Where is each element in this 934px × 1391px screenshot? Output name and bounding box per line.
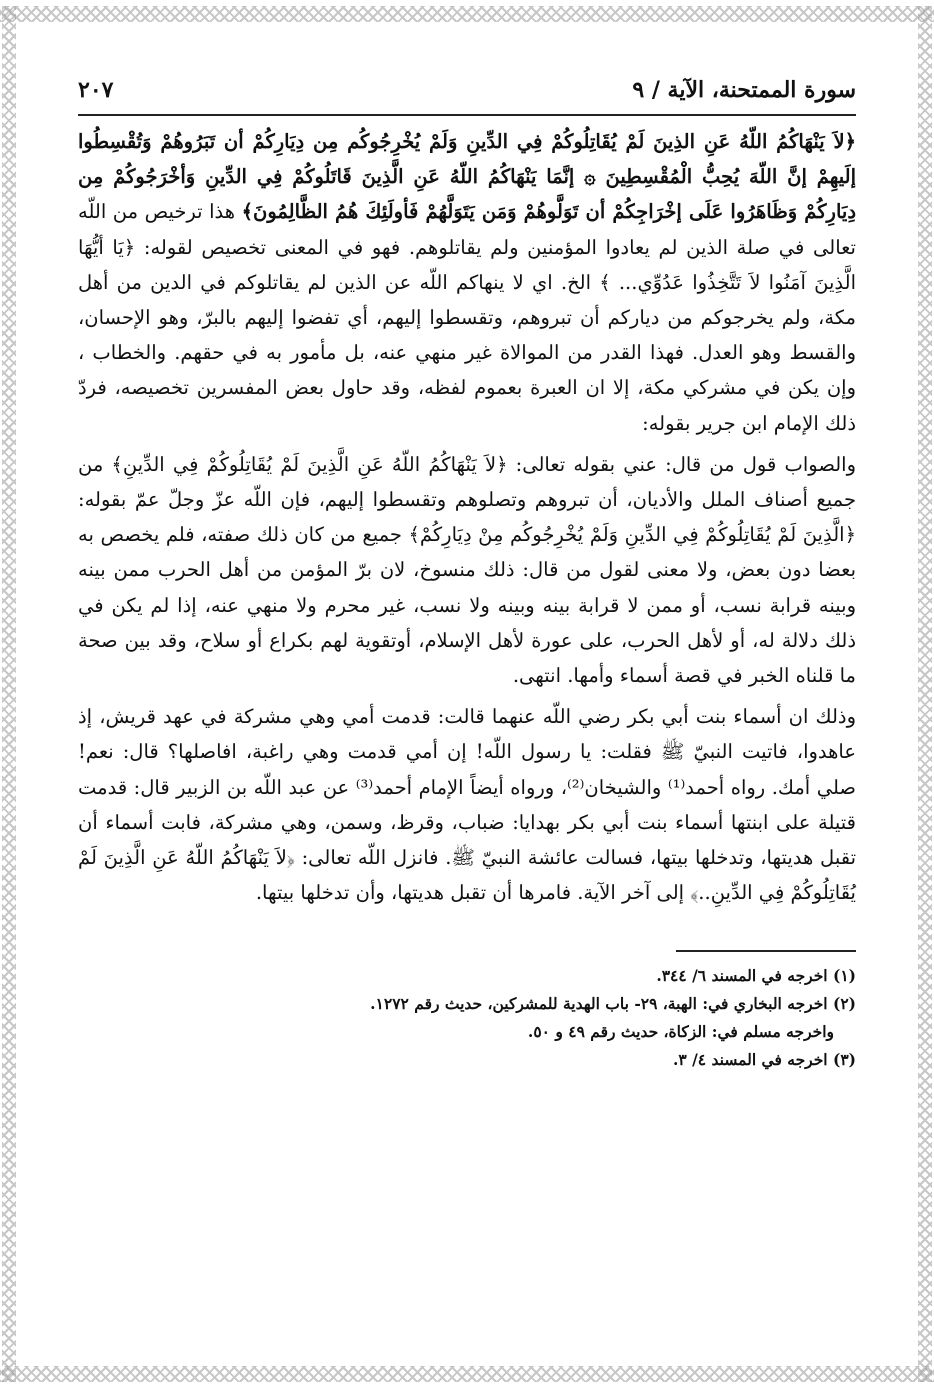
paragraph-2	[78, 447, 856, 693]
decorative-border-right	[918, 6, 932, 1382]
paragraph-3	[78, 699, 856, 910]
paragraph-text: والصواب قول من قال: عني بقوله تعالى: ﴿لاَ يَنْهَاكُمُ اللّهُ عَنِ الَّذِينَ لَمْ يُقَاتِلُوكُمْ فِي الدِّينِ﴾ من جميع أصناف الملل والأديان، أن تبروهم وتصلوهم وتقسطوا إليهم، فإن اللّه عزّ وجلّ عمّ بقوله: ﴿الَّذِينَ لَمْ يُقَاتِلُوكُمْ فِي الدِّينِ وَلَمْ يُخْرِجُوكُم مِنْ دِيَارِكُمْ﴾ جميع من كان ذلك صفته، فلم يخصص به بعضا دون بعض، ولا معنى لقول من قال: ذلك منسوخ، لان برّ المؤمن من أهل الحرب ممن بينه وبينه قرابة نسب، أو ممن لا قرابة بينه وبينه ولا نسب، غير محرم ولا منهي عنه، إذا لم يكن في ذلك دلالة له، أو لأهل الحرب، على عورة لأهل الإسلام، أوتقوية لهم بكراع أو سلاح، وقد بين صحة ما قلناه الخبر في قصة أسماء وأمها. انتهى.	[78, 452, 856, 688]
footnote-rule	[676, 950, 856, 952]
footnote-2-continuation: واخرجه مسلم في: الزكاة، حديث رقم ٤٩ و ٥٠.	[527, 1022, 834, 1042]
decorative-border-top	[0, 6, 934, 22]
quran-verse: ﴿لاَ يَنْهَاكُمُ اللّهُ عَنِ الذِينَ لَمْ يُقَاتِلُوكُمْ فِي الدِّينِ وَلَمْ يُخْرِجُوكُم مِن دِيَارِكُمْ أن تَبَرُوهُمْ وَتُقْسِطُوا إلَيهِمْ إنَّ اللّهَ يُحِبُّ الْمُقْسِطِينَ ۞ إنَّمَا يَنْهَاكُمُ اللّهُ عَنِ الَّذِينَ قَاتَلُوكُمْ فِي الدِّينِ وَأخْرَجُوكُمْ مِن دِيَارِكُمْ وَظَاهَرُوا عَلَى إخْرَاجِكُمْ أن تَوَلَّوهُمْ وَمَن يَتَوَلَّهُمْ فَأولَئِكَ هُمُ الظَّالِمُونَ﴾	[78, 130, 856, 224]
book-page	[78, 70, 856, 1350]
paragraph-text: هذا ترخيص من اللّه تعالى في صلة الذين لم يعادوا المؤمنين ولم يقاتلوهم. فهو في المعنى تخصيص لقوله: ﴿يَا أيُّهَا الَّذِينَ آمَنُوا لاَ تَتَّخِذُوا عَدُوِّي... ﴾ الخ. اي لا ينهاكم اللّه عن الذين لم يقاتلوكم في الدين من أهل مكة، ولم يخرجوكم من دياركم أن تبروهم، وتقسطوا إليهم، أي تفضوا إليهم بالبرّ، وهو الإحسان، والقسط وهو العدل. فهذا القدر من الموالاة غير منهي عنه، بل مأمور به في حقهم. والخطاب ، وإن يكن في مشركي مكة، إلا ان العبرة بعموم لفظه، وقد حاول بعض المفسرين تخصيصه، فردّ ذلك الإمام ابن جرير بقوله:	[78, 200, 856, 435]
header-rule	[78, 114, 856, 116]
decorative-border-left	[2, 6, 16, 1382]
paragraph-1	[78, 124, 856, 441]
footnote-2: (٢) اخرجه البخاري في: الهبة، ٢٩- باب الهدية للمشركين، حديث رقم ١٢٧٢.	[370, 994, 856, 1014]
page-title: سورة الممتحنة، الآية / ٩	[632, 77, 856, 103]
paragraph-text: وذلك ان أسماء بنت أبي بكر رضي اللّه عنهما قالت: قدمت أمي وهي مشركة في عهد قريش، إذ عاهدوا، فاتيت النبيّ ﷺ فقلت: يا رسول اللّه! إن أمي قدمت وهي راغبة، افاصلها؟ قال: نعم! صلي أمك. رواه أحمد⁽¹⁾ والشيخان⁽²⁾، ورواه أيضاً الإمام أحمد⁽³⁾ عن عبد اللّه بن الزبير قال: قدمت قتيلة على ابنتها أسماء بنت أبي بكر بهدايا: ضباب، وقرظ، وسمن، وهي مشركة، فابت أسماء أن تقبل هديتها، وتدخلها بيتها، فسالت عائشة النبيّ ﷺ. فانزل اللّه تعالى: ﴿لاَ يَنْهَاكُمُ اللّهُ عَنِ الَّذِينَ لَمْ يُقَاتِلُوكُمْ فِي الدِّينِ..﴾ إلى آخر الآية. فامرها أن تقبل هديتها، وأن تدخلها بيتها.	[78, 705, 856, 905]
decorative-border-bottom	[0, 1366, 934, 1382]
footnote-3: (٣) اخرجه في المسند ٤/ ٣.	[672, 1050, 856, 1070]
footnote-1: (١) اخرجه في المسند ٦/ ٣٤٤.	[656, 966, 856, 986]
page-number: ٢٠٧	[78, 77, 114, 103]
page-header	[78, 70, 856, 110]
